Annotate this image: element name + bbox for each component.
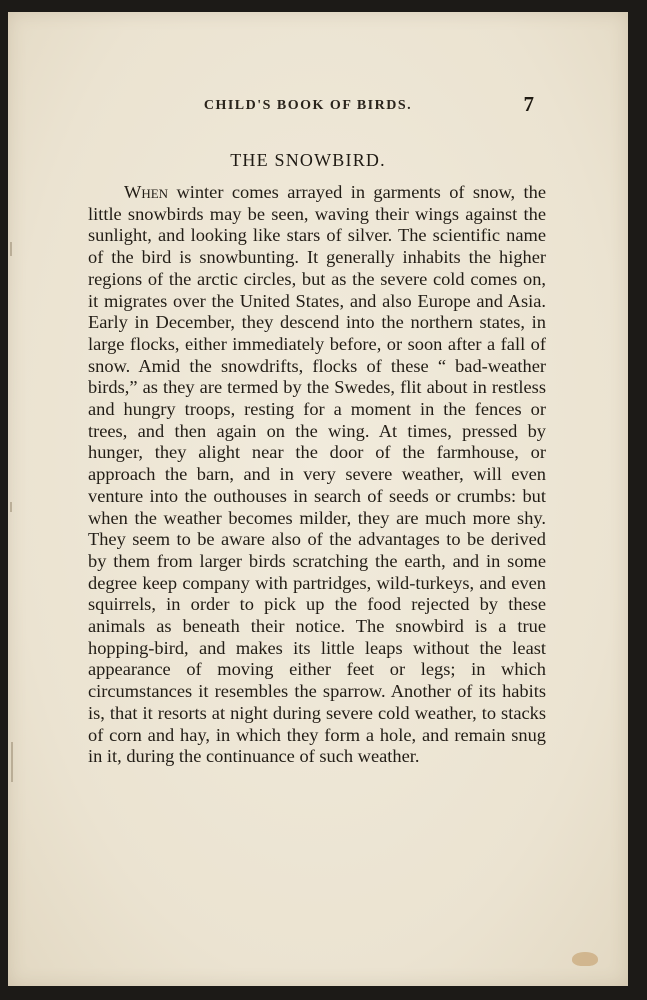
page-stain: [572, 952, 598, 966]
running-head: CHILD'S BOOK OF BIRDS.: [203, 98, 413, 113]
page-number: 7: [523, 92, 534, 116]
opening-word: When: [124, 182, 169, 202]
paragraph-text: winter comes arrayed in garments of snow, the little snowbirds may be seen, waving their wings against the sunlight, and looking like stars of silver. The scientific name of the bird is snowbunting. It generally inhabits the higher regions of the arctic circles, but as the severe cold comes on, it migrates over the United States, and also Europe and Asia. Early in December, they descend into the northern states, in large flocks, either immediately before, or soon after a fall of snow. Amid the snowdrifts, flocks of these “ bad-weather birds,” as they are termed by the Swedes, flit about in restless and hungry troops, resting for a moment in the fences or trees, and then again on the wing. At times, pressed by hunger, they alight near the door of the farmhouse, or approach the barn, and in very severe weather, will even venture into the outhouses in search of seeds or crumbs: but when the weather becomes milder, they are much more shy. They seem to be aware also of the advantages to be derived by them from larger birds scratching the earth, and in some degree keep company with partridges, wild-turkeys, and even squirrels, in order to pick up the food rejected by these animals as beneath their notice. The snowbird is a true hopping-bird, and makes its little leaps without the least appearance of moving either feet or legs; in which circumstances it resembles the sparrow. Another of its habits is, that it resorts at night during severe cold weather, to stacks of corn and hay, in which they form a hole, and remain snug in it, during the continuance of such weather.: [88, 182, 546, 767]
book-page: [8, 12, 628, 986]
chapter-title: THE SNOWBIRD.: [230, 150, 386, 170]
body-text: [88, 182, 546, 768]
body-paragraph: [88, 182, 546, 768]
